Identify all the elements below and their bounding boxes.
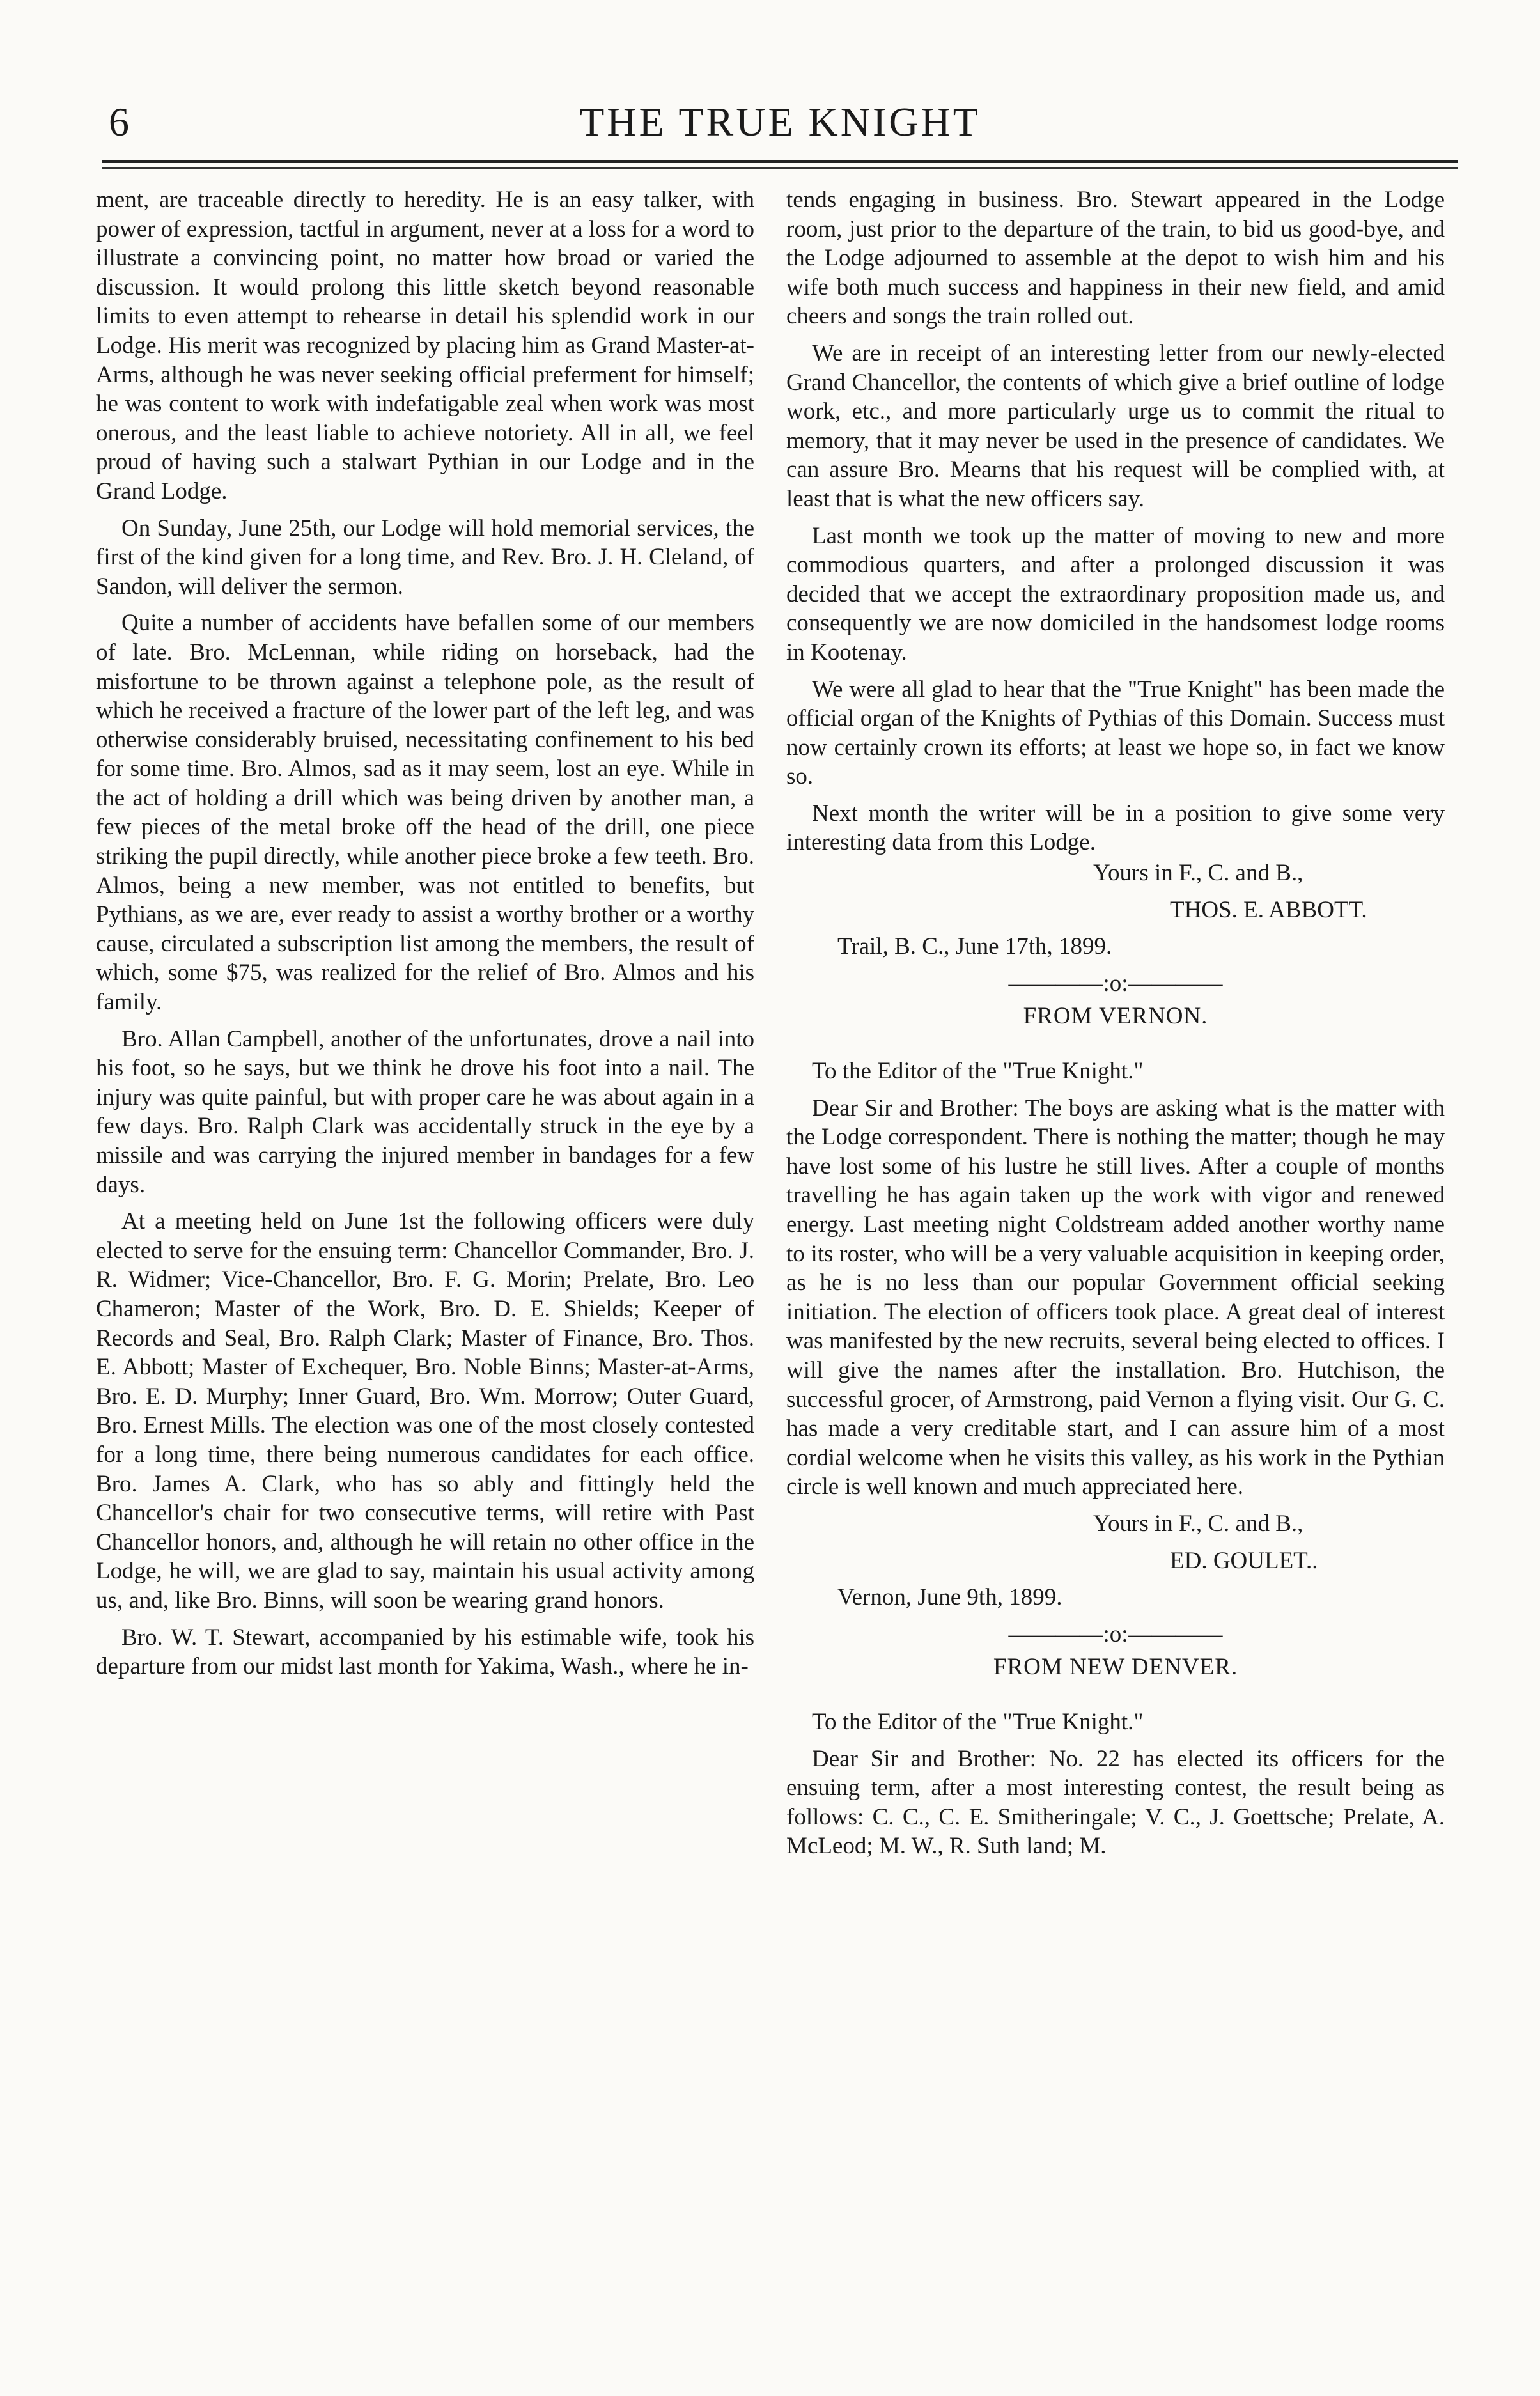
letter-body: Dear Sir and Brother: The boys are asking what is the matter with the Lodge correspondent. There is nothing the matter; though he may have lost some of his lustre he still lives. After a couple of months travelling he has again taken up the work with vigor and renewed energy. Last meeting night Coldstream added another worthy name to its roster, who will be a very valuable acquisition in keeping order, as he is no less than our popular Government official seeking initiation. The election of officers took place. A great deal of interest was manifested by the new recruits, several being elected to offices. I will give the names after the installation. Bro. Hutchison, the successful grocer, of Armstrong, paid Vernon a flying visit. Our G. C. has made a very creditable start, and I can assure him of a most cordial welcome when he visits this valley, as his work in the Pythian circle is well known and much appreciated here. [786,1094,1445,1500]
letter-closing: Yours in F., C. and B., [1093,1510,1303,1537]
letter-signature: ED. GOULET.. [1170,1547,1318,1574]
letter-dateline: Trail, B. C., June 17th, 1899. [837,933,1112,960]
paragraph: Quite a number of accidents have befallen some of our members of late. Bro. McLennan, while riding on horseback, had the misfortune to be thrown against a telephone pole, as the result of which he received a fracture of the lower part of the left leg, and was otherwise considerably bruised, necessitating confinement to his bed for some time. Bro. Almos, sad as it may seem, lost an eye. While in the act of holding a drill which was being driven by another man, a few pieces of the metal broke off the head of the drill, one piece striking the pupil directly, while another piece broke a few teeth. Bro. Almos, being a new member, was not entitled to benefits, but Pythians, as we are, ever ready to assist a worthy brother or a worthy cause, circulated a subscription list among the members, the result of which, some $75, was realized for the relief of Bro. Almos and his family. [96,610,754,1016]
section-heading-vernon: FROM VERNON. [1023,1003,1208,1030]
left-column [96,185,754,1689]
header-rule [102,160,1458,163]
section-divider: ————:o:———— [1008,1621,1223,1647]
letter-salutation: To the Editor of the "True Knight." [812,1058,1144,1085]
paragraph: At a meeting held on June 1st the following officers were duly elected to serve for the ensuing term: Chancellor Commander, Bro. J. R. Widmer; Vice-Chancellor, Bro. F. G. Morin; Prelate, Bro. Leo Chameron; Master of the Work, Bro. D. E. Shields; Keeper of Records and Seal, Bro. Ralph Clark; Master of Finance, Bro. Thos. E. Abbott; Master of Exchequer, Bro. Noble Binns; Master-at-Arms, Bro. E. D. Murphy; Inner Guard, Bro. Wm. Morrow; Outer Guard, Bro. Ernest Mills. The election was one of the most closely contested for a long time, there being numerous candidates for each office. Bro. James A. Clark, who has so ably and fittingly held the Chancellor's chair for two consecutive terms, will retire with Past Chancellor honors, and, although he will retain no other office in the Lodge, he will, we are glad to say, maintain his usual activity among us, and, like Bro. Binns, will soon be wearing grand honors. [96,1208,754,1614]
section-divider: ————:o:———— [1008,970,1223,997]
page-header [102,89,1458,160]
header-rule-thin [102,167,1458,169]
paragraph: We were all glad to hear that the "True Knight" has been made the official organ of the Knights of Pythias of this Domain. Success must now certainly crown its efforts; at least we hope so, in fact we know so. [786,676,1445,790]
letter-signature: THOS. E. ABBOTT. [1170,896,1367,923]
paragraph: Bro. Allan Campbell, another of the unfortunates, drove a nail into his foot, so he says, but we think he drove his foot into a nail. The injury was quite painful, but with proper care he was about again in a few days. Bro. Ralph Clark was accidentally struck in the eye by a missile and was carrying the injured member in bandages for a few days. [96,1025,754,1198]
letter-body: Dear Sir and Brother: No. 22 has elected its officers for the ensuing term, after a most interesting contest, the result being as follows: C. C., C. E. Smitheringale; V. C., J. Goettsche; Prelate, A. McLeod; M. W., R. Suth land; M. [786,1745,1445,1860]
paragraph: Last month we took up the matter of moving to new and more commodious quarters, and after a prolonged discussion it was decided that we accept the extraordinary proposition made us, and consequently we are now domiciled in the handsomest lodge rooms in Kootenay. [786,522,1445,665]
paragraph: tends engaging in business. Bro. Stewart appeared in the Lodge room, just prior to the departure of the train, to bid us good-bye, and the Lodge adjourned to assemble at the depot to wish him and his wife both much success and happiness in their new field, and amid cheers and songs the train rolled out. [786,187,1445,330]
section-heading-new-denver: FROM NEW DENVER. [993,1654,1238,1681]
paragraph: We are in receipt of an interesting letter from our newly-elected Grand Chancellor, the contents of which give a brief outline of lodge work, etc., and more particularly urge us to commit the ritual to memory, that it may never be used in the presence of candidates. We can assure Bro. Mearns that his request will be complied with, at least that is what the new officers say. [786,339,1445,512]
paragraph: Bro. W. T. Stewart, accompanied by his estimable wife, took his departure from our midst last month for Yakima, Wash., where he in- [96,1624,754,1680]
letter-salutation: To the Editor of the "True Knight." [812,1708,1144,1735]
right-column [786,185,1445,1869]
paragraph: Next month the writer will be in a position to give some very interesting data from this Lodge. [786,800,1445,856]
paragraph: ment, are traceable directly to heredity. He is an easy talker, with power of expression, tactful in argument, never at a loss for a word to illustrate a convincing point, no matter how broad or varied the discussion. It would prolong this little sketch beyond reasonable limits to even attempt to rehearse in detail his splendid work in our Lodge. His merit was recognized by placing him as Grand Master-at-Arms, although he was never seeking official preferment for himself; he was content to work with indefatigable zeal when work was most onerous, and the least liable to achieve notoriety. All in all, we feel proud of having such a stalwart Pythian in our Lodge and in the Grand Lodge. [96,187,754,504]
running-title: THE TRUE KNIGHT [579,99,981,144]
page-number: 6 [109,99,129,144]
letter-dateline: Vernon, June 9th, 1899. [837,1584,1062,1611]
letter-closing: Yours in F., C. and B., [1093,860,1303,887]
paragraph: On Sunday, June 25th, our Lodge will hold memorial services, the first of the kind given for a long time, and Rev. Bro. J. H. Cleland, of Sandon, will deliver the sermon. [96,515,754,600]
